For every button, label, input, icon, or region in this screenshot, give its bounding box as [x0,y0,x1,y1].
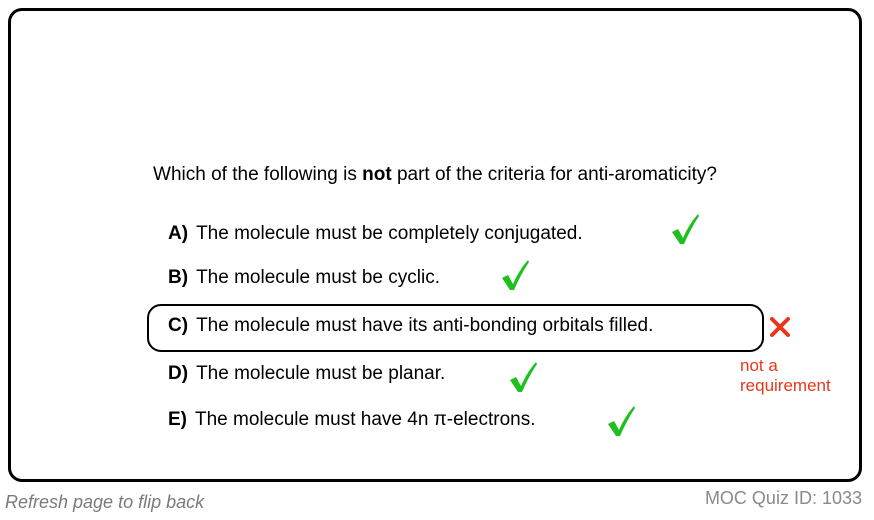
option-b [168,266,440,290]
option-b-letter: B) [168,267,189,288]
note-line-1: not a [740,356,778,375]
question-text [11,163,859,187]
question-emphasis: not [362,164,392,185]
option-e-letter: E) [168,409,187,430]
question-after: part of the criteria for anti-aromaticity? [391,164,717,185]
option-e-text: The molecule must have 4n π-electrons. [195,409,536,430]
option-c [168,314,653,338]
option-b-text: The molecule must be cyclic. [196,267,440,288]
note-line-2: requirement [740,376,831,395]
option-d [168,362,445,386]
option-a [168,222,583,246]
x-icon [769,316,791,338]
option-d-text: The molecule must be planar. [196,363,446,384]
check-icon [508,360,538,394]
option-e [168,408,536,432]
option-c-text: The molecule must have its anti-bonding orbitals filled. [196,315,654,336]
refresh-hint: Refresh page to flip back [5,492,205,512]
option-a-letter: A) [168,223,189,244]
not-a-requirement-note [740,356,831,396]
question-before: Which of the following is [153,164,363,185]
check-icon [670,212,700,246]
check-icon [500,258,530,292]
option-d-letter: D) [168,363,189,384]
quiz-id: MOC Quiz ID: 1033 [704,488,862,508]
option-c-letter: C) [168,315,189,336]
check-icon [606,404,636,438]
option-a-text: The molecule must be completely conjugated. [196,223,583,244]
